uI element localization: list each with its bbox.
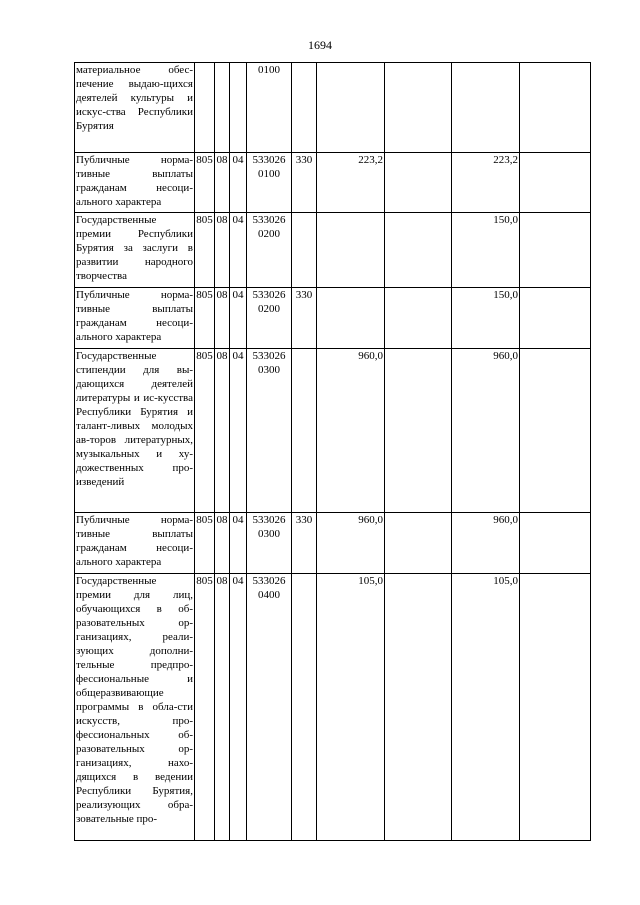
amount-cell-4: [520, 153, 591, 213]
amount-cell-3: 223,2: [452, 153, 520, 213]
section-code-cell: 08: [215, 153, 230, 213]
amount-cell-4: [520, 349, 591, 513]
section-code-cell: 08: [215, 513, 230, 574]
target-article-cell: 533026 0200: [247, 288, 292, 349]
target-article-cell: 533026 0300: [247, 349, 292, 513]
amount-cell-2: [385, 153, 452, 213]
section-code-cell: [215, 63, 230, 153]
expense-type-cell: [292, 349, 317, 513]
expense-type-cell: 330: [292, 513, 317, 574]
page-number: 1694: [308, 38, 332, 52]
table-row: [75, 63, 591, 153]
amount-cell-2: [385, 288, 452, 349]
row-name-cell: материальное обес-печение выдаю-щихся деятелей культуры и искус-ства Республики Бурятия: [75, 63, 195, 153]
amount-cell-2: [385, 213, 452, 288]
row-name-cell: Государственные стипендии для вы-дающихся деятелей литературы и ис-кусства Республики Бурятия и талант-ливых молодых ав-торов литературных, музыкальных и ху-дожественных про-изведений: [75, 349, 195, 513]
expense-type-cell: [292, 213, 317, 288]
ministry-code-cell: 805: [195, 349, 215, 513]
ministry-code-cell: 805: [195, 288, 215, 349]
amount-cell-1: [317, 63, 385, 153]
amount-cell-2: [385, 513, 452, 574]
table-row: [75, 153, 591, 213]
row-name-cell: Государственные премии Республики Бурятия за заслуги в развитии народного творчества: [75, 213, 195, 288]
amount-cell-3: 105,0: [452, 574, 520, 841]
amount-cell-4: [520, 213, 591, 288]
ministry-code-cell: [195, 63, 215, 153]
ministry-code-cell: 805: [195, 513, 215, 574]
ministry-code-cell: 805: [195, 153, 215, 213]
amount-cell-4: [520, 574, 591, 841]
amount-cell-3: 150,0: [452, 213, 520, 288]
section-code-cell: 08: [215, 349, 230, 513]
target-article-cell: 533026 0300: [247, 513, 292, 574]
row-name-cell: Публичные норма-тивные выплаты гражданам несоци-ального характера: [75, 513, 195, 574]
row-name-cell: Публичные норма-тивные выплаты гражданам несоци-ального характера: [75, 153, 195, 213]
section-code-cell: 08: [215, 288, 230, 349]
subsection-code-cell: 04: [230, 513, 247, 574]
table-row: [75, 288, 591, 349]
amount-cell-1: 105,0: [317, 574, 385, 841]
amount-cell-1: [317, 213, 385, 288]
amount-cell-4: [520, 288, 591, 349]
amount-cell-4: [520, 63, 591, 153]
target-article-cell: 533026 0100: [247, 153, 292, 213]
subsection-code-cell: [230, 63, 247, 153]
section-code-cell: 08: [215, 574, 230, 841]
target-article-cell: 0100: [247, 63, 292, 153]
subsection-code-cell: 04: [230, 288, 247, 349]
subsection-code-cell: 04: [230, 349, 247, 513]
budget-table: [74, 62, 591, 841]
section-code-cell: 08: [215, 213, 230, 288]
expense-type-cell: 330: [292, 288, 317, 349]
expense-type-cell: 330: [292, 153, 317, 213]
amount-cell-1: 960,0: [317, 349, 385, 513]
expense-type-cell: [292, 574, 317, 841]
table-row: [75, 213, 591, 288]
amount-cell-4: [520, 513, 591, 574]
ministry-code-cell: 805: [195, 213, 215, 288]
amount-cell-1: 960,0: [317, 513, 385, 574]
table-body: [75, 63, 591, 841]
target-article-cell: 533026 0200: [247, 213, 292, 288]
amount-cell-2: [385, 63, 452, 153]
table-row: [75, 513, 591, 574]
row-name-cell: Публичные норма-тивные выплаты гражданам несоци-ального характера: [75, 288, 195, 349]
subsection-code-cell: 04: [230, 153, 247, 213]
subsection-code-cell: 04: [230, 213, 247, 288]
target-article-cell: 533026 0400: [247, 574, 292, 841]
amount-cell-2: [385, 574, 452, 841]
amount-cell-3: 960,0: [452, 513, 520, 574]
ministry-code-cell: 805: [195, 574, 215, 841]
subsection-code-cell: 04: [230, 574, 247, 841]
amount-cell-2: [385, 349, 452, 513]
amount-cell-3: 960,0: [452, 349, 520, 513]
table-row: [75, 574, 591, 841]
amount-cell-3: 150,0: [452, 288, 520, 349]
expense-type-cell: [292, 63, 317, 153]
table-row: [75, 349, 591, 513]
amount-cell-3: [452, 63, 520, 153]
amount-cell-1: [317, 288, 385, 349]
row-name-cell: Государственные премии для лиц, обучающихся в об-разовательных ор-ганизациях, реали-зующих дополни-тельные предпро-фессиональные и общеразвивающие программы в обла-сти искусств, про-фессиональных об-разовательных ор-ганизациях, нахо-дящихся в ведении Республики Бурятия, реализующих обра-зовательные про-: [75, 574, 195, 841]
amount-cell-1: 223,2: [317, 153, 385, 213]
